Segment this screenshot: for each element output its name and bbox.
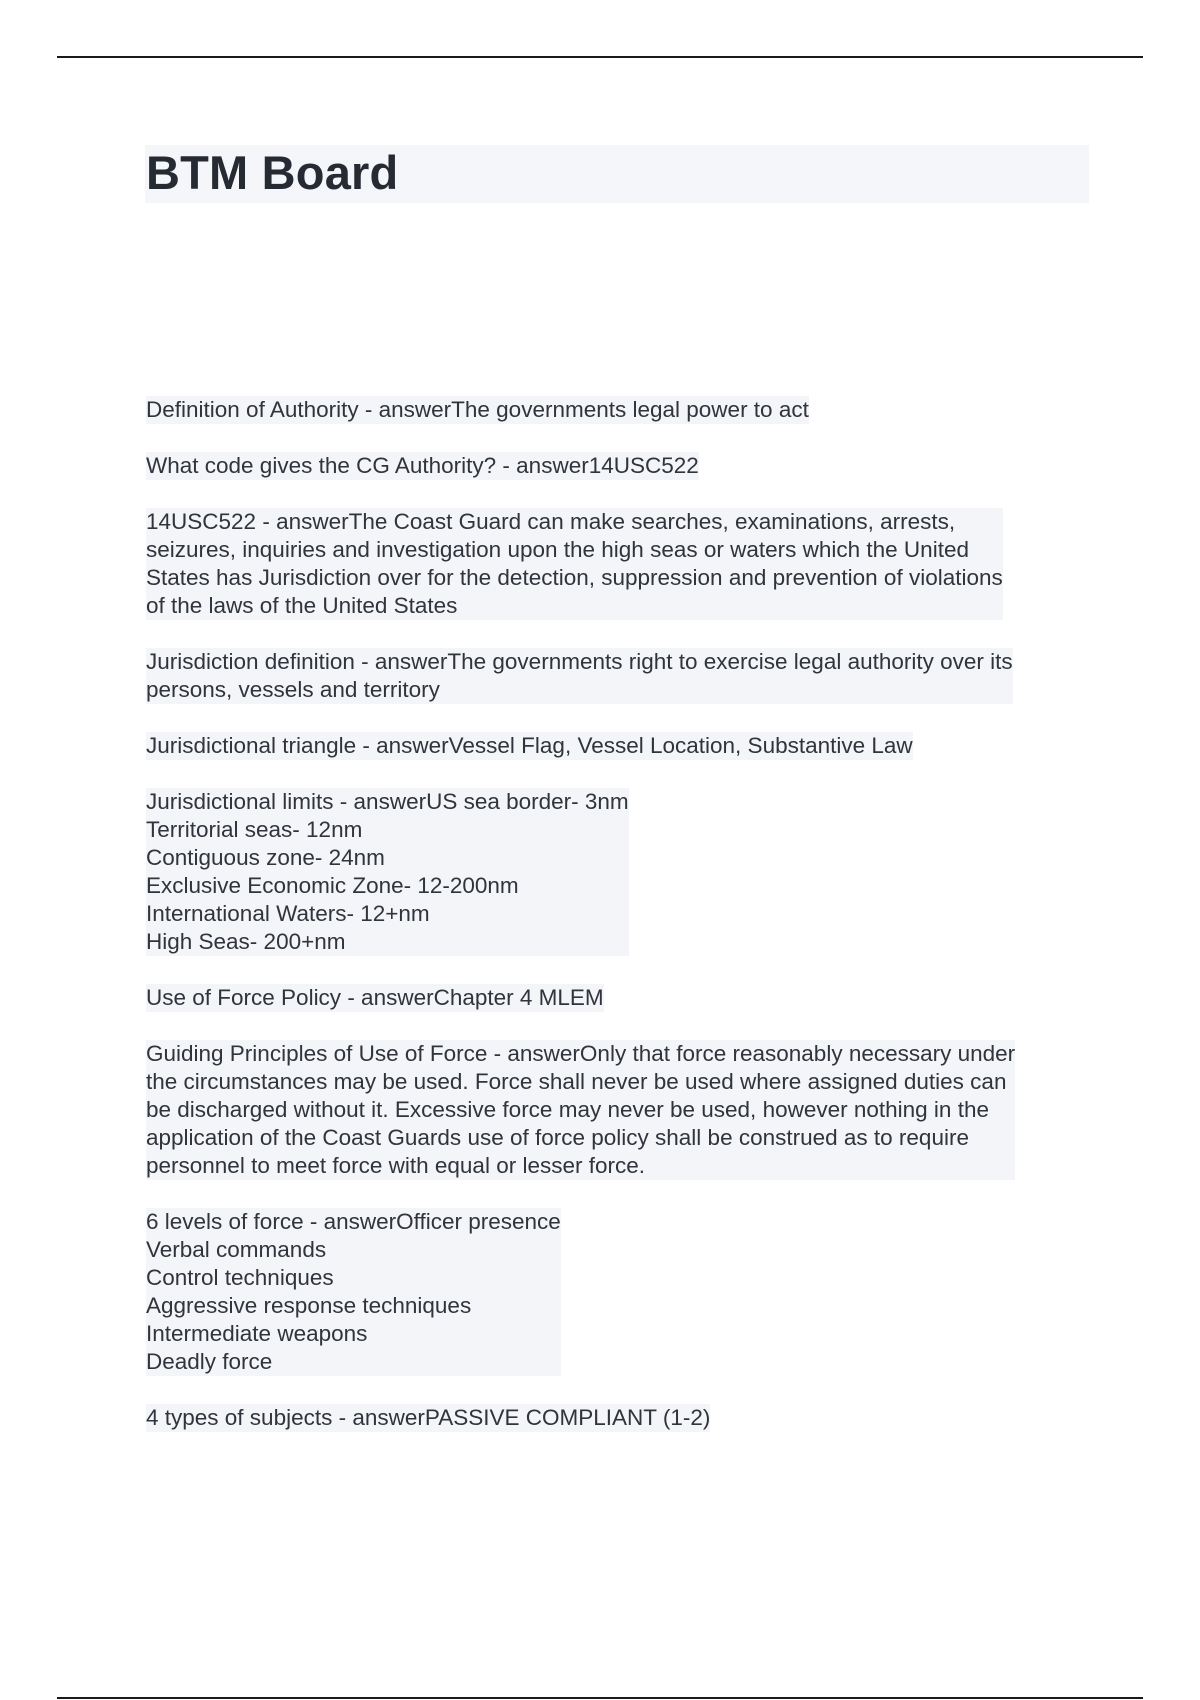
flashcard-line: International Waters- 12+nm — [146, 901, 430, 926]
flashcard-line: persons, vessels and territory — [146, 677, 440, 702]
flashcard-text-block — [146, 984, 1091, 1012]
flashcard-line: Exclusive Economic Zone- 12-200nm — [146, 873, 519, 898]
flashcard-list — [146, 396, 1091, 1460]
flashcard-entry — [146, 788, 1091, 956]
flashcard-line: application of the Coast Guards use of force policy shall be construed as to require — [146, 1125, 969, 1150]
flashcard-entry — [146, 648, 1091, 704]
flashcard-line: Verbal commands — [146, 1237, 327, 1262]
flashcard-line: Aggressive response techniques — [146, 1293, 472, 1318]
flashcard-line: personnel to meet force with equal or lesser force. — [146, 1153, 645, 1178]
flashcard-entry — [146, 732, 1091, 760]
flashcard-line: 6 levels of force - answerOfficer presence — [146, 1209, 561, 1234]
flashcard-entry — [146, 452, 1091, 480]
flashcard-line: Jurisdiction definition - answerThe governments right to exercise legal authority over its — [146, 649, 1013, 674]
flashcard-line: States has Jurisdiction over for the detection, suppression and prevention of violations — [146, 565, 1003, 590]
flashcard-text-block — [146, 788, 629, 956]
flashcard-line: Control techniques — [146, 1265, 334, 1290]
flashcard-entry — [146, 1040, 1091, 1180]
flashcard-text-block — [146, 452, 1091, 480]
flashcard-line: Intermediate weapons — [146, 1321, 368, 1346]
page-title: BTM Board — [146, 146, 399, 199]
flashcard-line: Territorial seas- 12nm — [146, 817, 363, 842]
flashcard-line: Jurisdictional limits - answerUS sea border- 3nm — [146, 789, 629, 814]
flashcard-text-block — [146, 1040, 1015, 1180]
flashcard-line: the circumstances may be used. Force shall never be used where assigned duties can — [146, 1069, 1007, 1094]
flashcard-line: What code gives the CG Authority? - answer14USC522 — [146, 453, 699, 478]
flashcard-entry — [146, 984, 1091, 1012]
flashcard-line: Guiding Principles of Use of Force - answerOnly that force reasonably necessary under — [146, 1041, 1016, 1066]
flashcard-line: be discharged without it. Excessive force may never be used, however nothing in the — [146, 1097, 989, 1122]
flashcard-line: 4 types of subjects - answerPASSIVE COMPLIANT (1-2) — [146, 1405, 711, 1430]
flashcard-text-block — [146, 1208, 561, 1376]
flashcard-text-block — [146, 396, 1091, 424]
flashcard-entry — [146, 396, 1091, 424]
flashcard-line: Use of Force Policy - answerChapter 4 MLEM — [146, 985, 604, 1010]
flashcard-entry — [146, 1404, 1091, 1432]
flashcard-line: High Seas- 200+nm — [146, 929, 346, 954]
flashcard-line: seizures, inquiries and investigation upon the high seas or waters which the United — [146, 537, 969, 562]
flashcard-line: of the laws of the United States — [146, 593, 458, 618]
bottom-rule — [57, 1697, 1143, 1699]
flashcard-line: Contiguous zone- 24nm — [146, 845, 385, 870]
flashcard-line: 14USC522 - answerThe Coast Guard can make searches, examinations, arrests, — [146, 509, 956, 534]
flashcard-text-block — [146, 508, 1003, 620]
top-rule — [57, 56, 1143, 58]
flashcard-entry — [146, 1208, 1091, 1376]
flashcard-text-block — [146, 1404, 1091, 1432]
flashcard-line: Definition of Authority - answerThe governments legal power to act — [146, 397, 809, 422]
flashcard-text-block — [146, 648, 1013, 704]
flashcard-entry — [146, 508, 1091, 620]
flashcard-text-block — [146, 732, 1091, 760]
flashcard-line: Deadly force — [146, 1349, 273, 1374]
flashcard-line: Jurisdictional triangle - answerVessel Flag, Vessel Location, Substantive Law — [146, 733, 913, 758]
